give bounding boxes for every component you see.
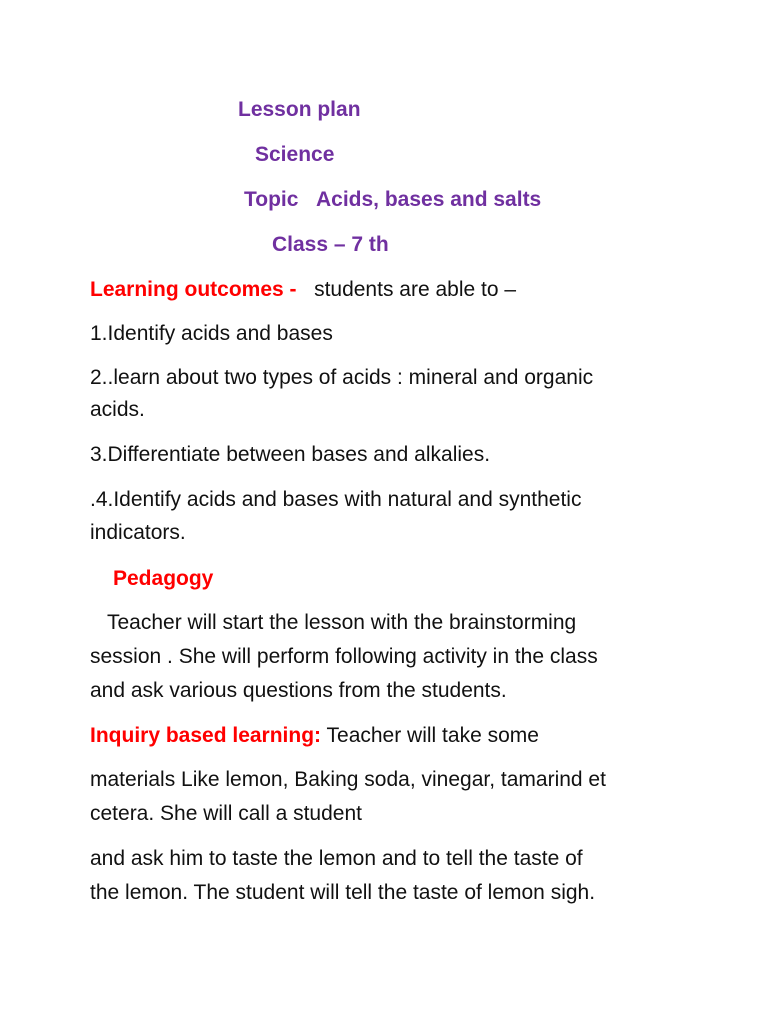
lesson-plan-title: Lesson plan [238, 98, 361, 121]
topic-heading [244, 186, 541, 214]
inquiry-text-line: and ask him to taste the lemon and to tell the taste of [90, 847, 583, 870]
learning-outcomes-intro: students are able to – [314, 278, 517, 301]
inquiry-text-line: materials Like lemon, Baking soda, vinegar, tamarind et [90, 768, 606, 791]
inquiry-label: Inquiry based learning: [90, 724, 322, 747]
inquiry-text-line: the lemon. The student will tell the taste of lemon sigh. [90, 881, 596, 904]
topic-value: Acids, bases and salts [315, 188, 542, 211]
topic-label: Topic [244, 188, 299, 211]
class-heading: Class – 7 th [272, 233, 389, 256]
pedagogy-heading: Pedagogy [113, 567, 214, 590]
outcome-item: 3.Differentiate between bases and alkalies. [90, 443, 491, 466]
outcome-item: .4.Identify acids and bases with natural and synthetic [90, 488, 582, 511]
learning-outcomes-line [90, 276, 516, 304]
learning-outcomes-label: Learning outcomes - [90, 278, 297, 301]
outcome-item: 1.Identify acids and bases [90, 322, 333, 345]
outcome-item: indicators. [90, 521, 186, 544]
inquiry-text-line: cetera. She will call a student [90, 802, 362, 825]
inquiry-first-line: Teacher will take some [326, 724, 539, 747]
pedagogy-line: and ask various questions from the students. [90, 679, 507, 702]
subject-heading: Science [255, 143, 335, 166]
outcome-item: 2..learn about two types of acids : mineral and organic [90, 366, 594, 389]
inquiry-line [90, 722, 539, 750]
outcome-item: acids. [90, 398, 145, 421]
pedagogy-line: Teacher will start the lesson with the brainstorming [107, 611, 577, 634]
pedagogy-line: session . She will perform following activity in the class [90, 645, 598, 668]
